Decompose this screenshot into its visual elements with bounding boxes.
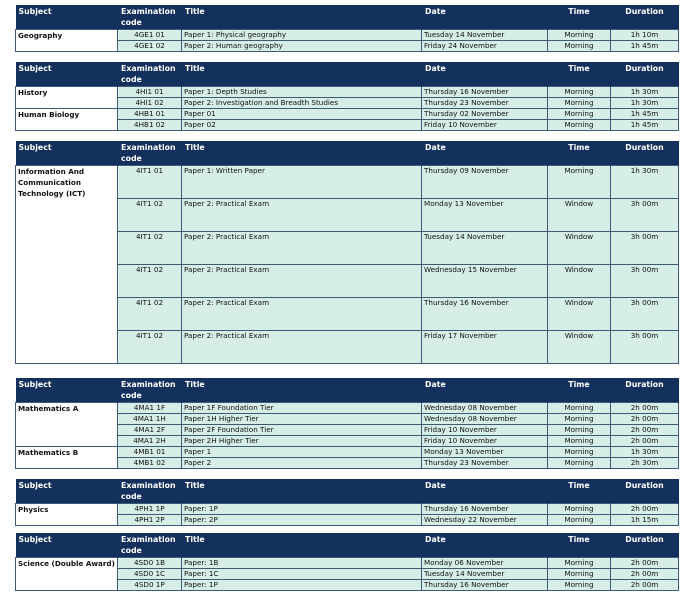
- header-time: Time: [548, 378, 611, 403]
- header-date: Date: [422, 141, 548, 166]
- cell-time: Window: [548, 199, 611, 232]
- exam-table: [15, 141, 679, 364]
- table-row: [16, 166, 679, 199]
- cell-date: Friday 10 November: [422, 120, 548, 131]
- table-row: [16, 87, 679, 98]
- cell-duration: 1h 15m: [611, 515, 679, 526]
- cell-code: 4MA1 2H: [118, 436, 182, 447]
- cell-date: Monday 13 November: [422, 199, 548, 232]
- cell-date: Monday 13 November: [422, 447, 548, 458]
- cell-title: Paper 2: Practical Exam: [182, 298, 422, 331]
- cell-time: Morning: [548, 414, 611, 425]
- cell-duration: 2h 00m: [611, 436, 679, 447]
- cell-date: Wednesday 08 November: [422, 414, 548, 425]
- cell-date: Thursday 16 November: [422, 580, 548, 591]
- cell-code: 4PH1 1P: [118, 504, 182, 515]
- cell-title: Paper 1: [182, 447, 422, 458]
- cell-time: Morning: [548, 87, 611, 98]
- cell-duration: 2h 00m: [611, 504, 679, 515]
- cell-title: Paper 2: Practical Exam: [182, 331, 422, 364]
- cell-date: Friday 24 November: [422, 41, 548, 52]
- table-row: [16, 558, 679, 569]
- cell-title: Paper 1: Physical geography: [182, 30, 422, 41]
- cell-time: Morning: [548, 569, 611, 580]
- header-title: Title: [182, 141, 422, 166]
- cell-code: 4MB1 02: [118, 458, 182, 469]
- cell-date: Monday 06 November: [422, 558, 548, 569]
- cell-code: 4SD0 1C: [118, 569, 182, 580]
- cell-code: 4HB1 01: [118, 109, 182, 120]
- header-date: Date: [422, 5, 548, 30]
- cell-date: Thursday 23 November: [422, 98, 548, 109]
- header-code: Examination code: [118, 378, 182, 403]
- header-title: Title: [182, 62, 422, 87]
- cell-time: Window: [548, 298, 611, 331]
- cell-title: Paper 2H Higher Tier: [182, 436, 422, 447]
- header-duration: Duration: [611, 5, 679, 30]
- cell-title: Paper 2F Foundation Tier: [182, 425, 422, 436]
- cell-title: Paper 2: Practical Exam: [182, 232, 422, 265]
- cell-title: Paper 2: [182, 458, 422, 469]
- header-duration: Duration: [611, 141, 679, 166]
- subject-name: History: [16, 87, 118, 109]
- header-subject: Subject: [16, 62, 118, 87]
- subject-name: Science (Double Award): [16, 558, 118, 591]
- cell-duration: 2h 00m: [611, 558, 679, 569]
- header-title: Title: [182, 533, 422, 558]
- cell-time: Morning: [548, 558, 611, 569]
- cell-date: Friday 10 November: [422, 436, 548, 447]
- cell-duration: 1h 10m: [611, 30, 679, 41]
- exam-table: [15, 378, 679, 469]
- header-title: Title: [182, 479, 422, 504]
- cell-date: Thursday 16 November: [422, 298, 548, 331]
- table-row: [16, 447, 679, 458]
- cell-time: Morning: [548, 515, 611, 526]
- cell-duration: 3h 00m: [611, 199, 679, 232]
- cell-title: Paper: 1P: [182, 504, 422, 515]
- cell-duration: 2h 00m: [611, 403, 679, 414]
- cell-date: Wednesday 22 November: [422, 515, 548, 526]
- cell-duration: 2h 00m: [611, 425, 679, 436]
- cell-time: Morning: [548, 504, 611, 515]
- cell-code: 4MB1 01: [118, 447, 182, 458]
- cell-time: Morning: [548, 447, 611, 458]
- cell-code: 4IT1 02: [118, 265, 182, 298]
- cell-date: Thursday 23 November: [422, 458, 548, 469]
- cell-title: Paper: 1B: [182, 558, 422, 569]
- cell-title: Paper 2: Practical Exam: [182, 265, 422, 298]
- cell-duration: 1h 45m: [611, 41, 679, 52]
- cell-code: 4MA1 1F: [118, 403, 182, 414]
- exam-table: [15, 533, 679, 591]
- cell-title: Paper 02: [182, 120, 422, 131]
- cell-duration: 3h 00m: [611, 232, 679, 265]
- cell-date: Thursday 16 November: [422, 504, 548, 515]
- cell-duration: 1h 45m: [611, 120, 679, 131]
- cell-code: 4IT1 02: [118, 199, 182, 232]
- cell-title: Paper: 2P: [182, 515, 422, 526]
- header-code: Examination code: [118, 479, 182, 504]
- cell-date: Tuesday 14 November: [422, 569, 548, 580]
- table-row: [16, 30, 679, 41]
- subject-name: Geography: [16, 30, 118, 52]
- header-duration: Duration: [611, 479, 679, 504]
- header-date: Date: [422, 479, 548, 504]
- header-time: Time: [548, 141, 611, 166]
- header-date: Date: [422, 378, 548, 403]
- subject-name: Mathematics A: [16, 403, 118, 447]
- cell-duration: 1h 30m: [611, 87, 679, 98]
- cell-time: Window: [548, 331, 611, 364]
- cell-date: Tuesday 14 November: [422, 232, 548, 265]
- header-code: Examination code: [118, 62, 182, 87]
- cell-time: Morning: [548, 580, 611, 591]
- cell-date: Thursday 09 November: [422, 166, 548, 199]
- header-time: Time: [548, 479, 611, 504]
- cell-date: Friday 17 November: [422, 331, 548, 364]
- cell-code: 4IT1 02: [118, 232, 182, 265]
- cell-title: Paper 1F Foundation Tier: [182, 403, 422, 414]
- cell-code: 4SD0 1P: [118, 580, 182, 591]
- cell-duration: 3h 00m: [611, 265, 679, 298]
- header-subject: Subject: [16, 378, 118, 403]
- cell-code: 4GE1 02: [118, 41, 182, 52]
- cell-date: Friday 10 November: [422, 425, 548, 436]
- header-subject: Subject: [16, 533, 118, 558]
- exam-table: [15, 62, 679, 131]
- header-time: Time: [548, 533, 611, 558]
- cell-date: Wednesday 15 November: [422, 265, 548, 298]
- cell-code: 4IT1 01: [118, 166, 182, 199]
- cell-duration: 2h 00m: [611, 569, 679, 580]
- cell-title: Paper 1H Higher Tier: [182, 414, 422, 425]
- cell-time: Window: [548, 232, 611, 265]
- cell-time: Morning: [548, 41, 611, 52]
- header-time: Time: [548, 62, 611, 87]
- cell-time: Morning: [548, 109, 611, 120]
- subject-name: Information And Communication Technology (ICT): [16, 166, 118, 364]
- cell-code: 4HI1 02: [118, 98, 182, 109]
- cell-title: Paper 01: [182, 109, 422, 120]
- header-code: Examination code: [118, 5, 182, 30]
- cell-code: 4HI1 01: [118, 87, 182, 98]
- exam-table: [15, 5, 679, 52]
- table-row: [16, 504, 679, 515]
- cell-duration: 1h 30m: [611, 98, 679, 109]
- cell-time: Morning: [548, 436, 611, 447]
- header-date: Date: [422, 533, 548, 558]
- header-code: Examination code: [118, 141, 182, 166]
- cell-title: Paper 2: Investigation and Breadth Studies: [182, 98, 422, 109]
- header-duration: Duration: [611, 62, 679, 87]
- cell-date: Tuesday 14 November: [422, 30, 548, 41]
- cell-time: Morning: [548, 458, 611, 469]
- cell-code: 4HB1 02: [118, 120, 182, 131]
- subject-name: Human Biology: [16, 109, 118, 131]
- cell-title: Paper 1: Written Paper: [182, 166, 422, 199]
- cell-duration: 1h 45m: [611, 109, 679, 120]
- cell-time: Morning: [548, 425, 611, 436]
- cell-duration: 3h 00m: [611, 331, 679, 364]
- cell-time: Morning: [548, 30, 611, 41]
- table-row: [16, 109, 679, 120]
- cell-time: Morning: [548, 166, 611, 199]
- header-subject: Subject: [16, 479, 118, 504]
- cell-code: 4MA1 2F: [118, 425, 182, 436]
- cell-title: Paper: 1P: [182, 580, 422, 591]
- cell-duration: 3h 00m: [611, 298, 679, 331]
- header-date: Date: [422, 62, 548, 87]
- cell-title: Paper 2: Human geography: [182, 41, 422, 52]
- cell-code: 4IT1 02: [118, 298, 182, 331]
- cell-duration: 1h 30m: [611, 166, 679, 199]
- exam-table: [15, 479, 679, 526]
- subject-name: Mathematics B: [16, 447, 118, 469]
- cell-date: Thursday 02 November: [422, 109, 548, 120]
- cell-code: 4PH1 2P: [118, 515, 182, 526]
- cell-time: Morning: [548, 120, 611, 131]
- header-subject: Subject: [16, 141, 118, 166]
- cell-code: 4MA1 1H: [118, 414, 182, 425]
- header-title: Title: [182, 5, 422, 30]
- cell-code: 4SD0 1B: [118, 558, 182, 569]
- header-duration: Duration: [611, 533, 679, 558]
- cell-date: Wednesday 08 November: [422, 403, 548, 414]
- cell-title: Paper: 1C: [182, 569, 422, 580]
- table-row: [16, 403, 679, 414]
- cell-code: 4GE1 01: [118, 30, 182, 41]
- cell-duration: 2h 00m: [611, 414, 679, 425]
- header-time: Time: [548, 5, 611, 30]
- header-duration: Duration: [611, 378, 679, 403]
- header-code: Examination code: [118, 533, 182, 558]
- header-title: Title: [182, 378, 422, 403]
- cell-time: Window: [548, 265, 611, 298]
- cell-title: Paper 2: Practical Exam: [182, 199, 422, 232]
- cell-date: Thursday 16 November: [422, 87, 548, 98]
- cell-title: Paper 1: Depth Studies: [182, 87, 422, 98]
- cell-time: Morning: [548, 98, 611, 109]
- cell-time: Morning: [548, 403, 611, 414]
- header-subject: Subject: [16, 5, 118, 30]
- cell-code: 4IT1 02: [118, 331, 182, 364]
- cell-duration: 1h 30m: [611, 447, 679, 458]
- cell-duration: 2h 30m: [611, 458, 679, 469]
- cell-duration: 2h 00m: [611, 580, 679, 591]
- subject-name: Physics: [16, 504, 118, 526]
